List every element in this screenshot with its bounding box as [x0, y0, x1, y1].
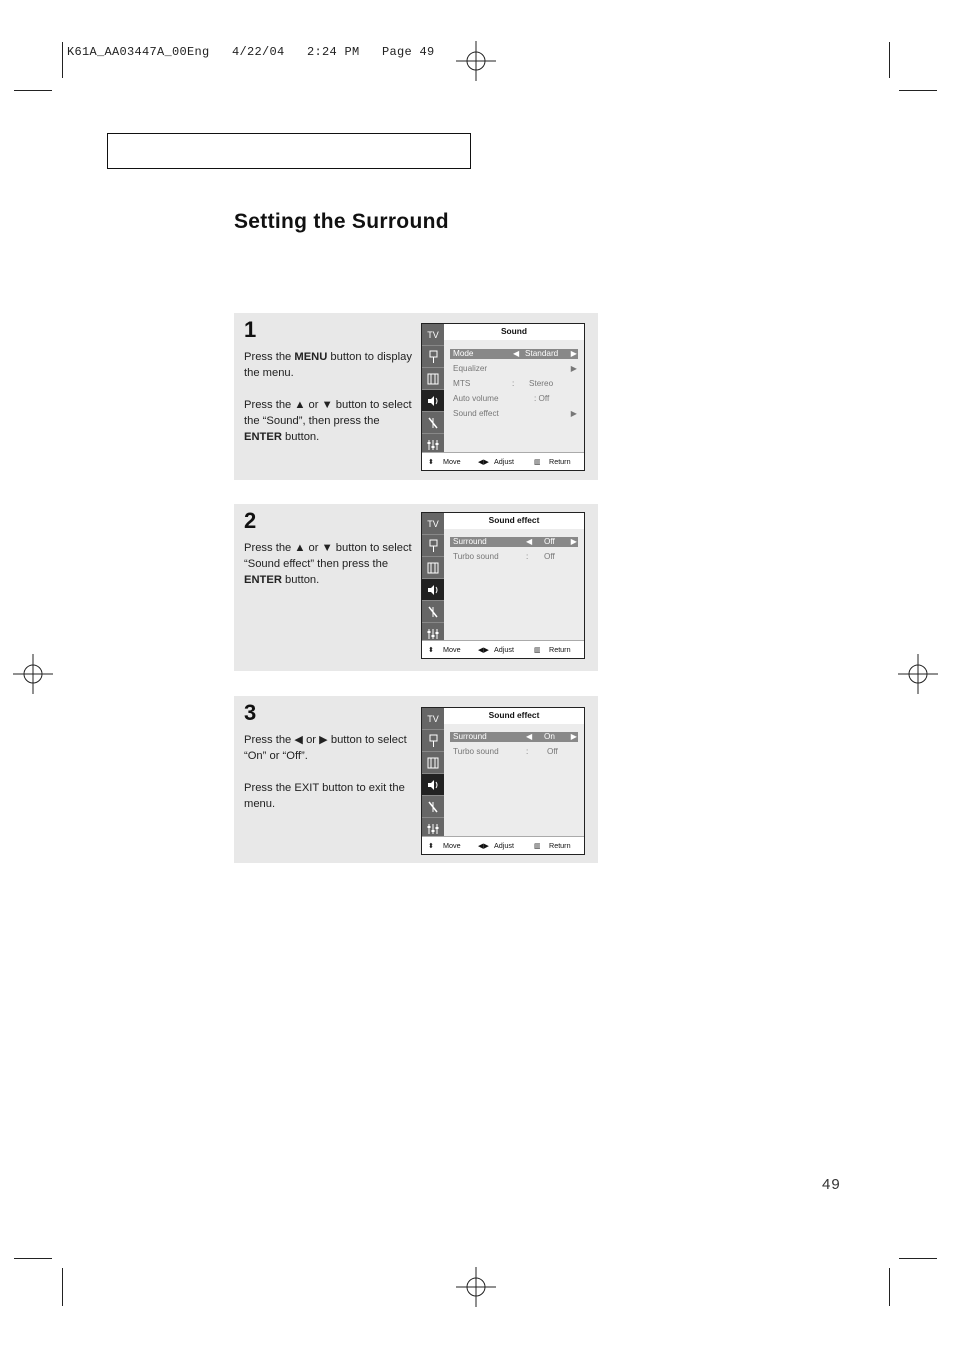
osd-title: Sound effect	[444, 513, 584, 529]
menu-row-mode[interactable]: Mode ◀ Standard ▶	[450, 349, 578, 359]
left-arrow-icon: ◀	[526, 537, 533, 546]
osd-footer	[422, 640, 584, 658]
step-number: 1	[244, 317, 257, 342]
input-icon	[422, 535, 444, 557]
osd-sidebar	[422, 513, 444, 641]
up-down-icon: ⬍	[428, 841, 435, 850]
left-right-icon: ◀▶	[478, 841, 490, 850]
crop-mark	[14, 90, 52, 91]
sound-icon	[422, 774, 444, 796]
page-title: Setting the Surround	[234, 210, 449, 233]
sound-icon	[422, 579, 444, 601]
tv-label: TV	[422, 324, 444, 346]
up-down-icon: ⬍	[428, 457, 435, 466]
right-arrow-icon: ▶	[570, 349, 577, 358]
registration-mark-icon	[456, 41, 496, 81]
menu-row-auto-volume[interactable]: Auto volume : Off	[453, 394, 550, 403]
crop-mark	[14, 1258, 52, 1259]
osd-title: Sound effect	[444, 708, 584, 724]
osd-sidebar	[422, 324, 444, 453]
step-instructions: Press the ▲ or ▼ button to select “Sound effect” then press the ENTER button.	[244, 542, 412, 586]
menu-row-mts[interactable]: MTS : Stereo	[453, 379, 554, 388]
input-icon	[422, 730, 444, 752]
osd-menu-screen	[421, 323, 585, 471]
footer-return: Return	[549, 645, 571, 654]
footer-adjust: Adjust	[494, 457, 514, 466]
input-icon	[422, 346, 444, 368]
page-number: 49	[822, 1176, 841, 1193]
menu-icon: ▥	[534, 841, 541, 850]
osd-body	[444, 529, 584, 641]
osd-title: Sound	[444, 324, 584, 340]
menu-row-sound-effect[interactable]: Sound effect ▶	[453, 409, 577, 418]
right-arrow-icon: ▶	[570, 409, 577, 418]
crop-mark	[889, 1268, 890, 1306]
osd-menu-screen	[421, 512, 585, 659]
registration-mark-icon	[898, 654, 938, 694]
menu-row-equalizer[interactable]: Equalizer ▶	[453, 364, 577, 373]
osd-menu-screen	[421, 707, 585, 855]
left-arrow-icon: ◀	[526, 732, 533, 741]
tv-label: TV	[422, 708, 444, 730]
step-instructions: Press the ◀ or ▶ button to select “On” or “Off”. Press the EXIT button to exit the menu.	[244, 734, 407, 810]
left-right-icon: ◀▶	[478, 645, 490, 654]
left-arrow-icon: ◀	[513, 349, 520, 358]
step-instructions: Press the MENU button to display the menu. Press the ▲ or ▼ button to select the “Sound”, then press the ENTER button.	[244, 351, 412, 443]
section-header-box	[107, 133, 471, 169]
left-right-icon: ◀▶	[478, 457, 490, 466]
channel-icon	[422, 412, 444, 434]
tv-label: TV	[422, 513, 444, 535]
menu-row-turbo-sound[interactable]: Turbo sound : Off	[453, 747, 558, 756]
footer-adjust: Adjust	[494, 841, 514, 850]
crop-mark	[889, 42, 890, 78]
osd-sidebar	[422, 708, 444, 837]
step-number: 2	[244, 508, 257, 533]
osd-body	[444, 340, 584, 453]
print-slug: K61A_AA03447A_00Eng 4/22/04 2:24 PM Page 49	[67, 45, 435, 59]
osd-footer	[422, 836, 584, 854]
osd-footer	[422, 452, 584, 470]
picture-icon	[422, 752, 444, 774]
crop-mark	[899, 1258, 937, 1259]
osd-body	[444, 724, 584, 837]
menu-icon: ▥	[534, 645, 541, 654]
crop-mark	[899, 90, 937, 91]
step-number: 3	[244, 700, 257, 725]
right-arrow-icon: ▶	[570, 537, 577, 546]
picture-icon	[422, 368, 444, 390]
crop-mark	[62, 42, 63, 78]
step-panel-2	[234, 504, 598, 671]
right-arrow-icon: ▶	[570, 732, 577, 741]
footer-adjust: Adjust	[494, 645, 514, 654]
sound-icon	[422, 390, 444, 412]
step-panel-1	[234, 313, 598, 480]
footer-move: Move	[443, 645, 461, 654]
registration-mark-icon	[456, 1267, 496, 1307]
up-down-icon: ⬍	[428, 645, 435, 654]
footer-move: Move	[443, 457, 461, 466]
menu-icon: ▥	[534, 457, 541, 466]
channel-icon	[422, 601, 444, 623]
channel-icon	[422, 796, 444, 818]
menu-row-turbo-sound[interactable]: Turbo sound : Off	[453, 552, 555, 561]
footer-return: Return	[549, 457, 571, 466]
footer-move: Move	[443, 841, 461, 850]
footer-return: Return	[549, 841, 571, 850]
picture-icon	[422, 557, 444, 579]
right-arrow-icon: ▶	[570, 364, 577, 373]
step-panel-3	[234, 696, 598, 863]
registration-mark-icon	[13, 654, 53, 694]
crop-mark	[62, 1268, 63, 1306]
menu-row-surround[interactable]: Surround ◀ On ▶	[450, 732, 578, 742]
menu-row-surround[interactable]: Surround ◀ Off ▶	[450, 537, 578, 547]
